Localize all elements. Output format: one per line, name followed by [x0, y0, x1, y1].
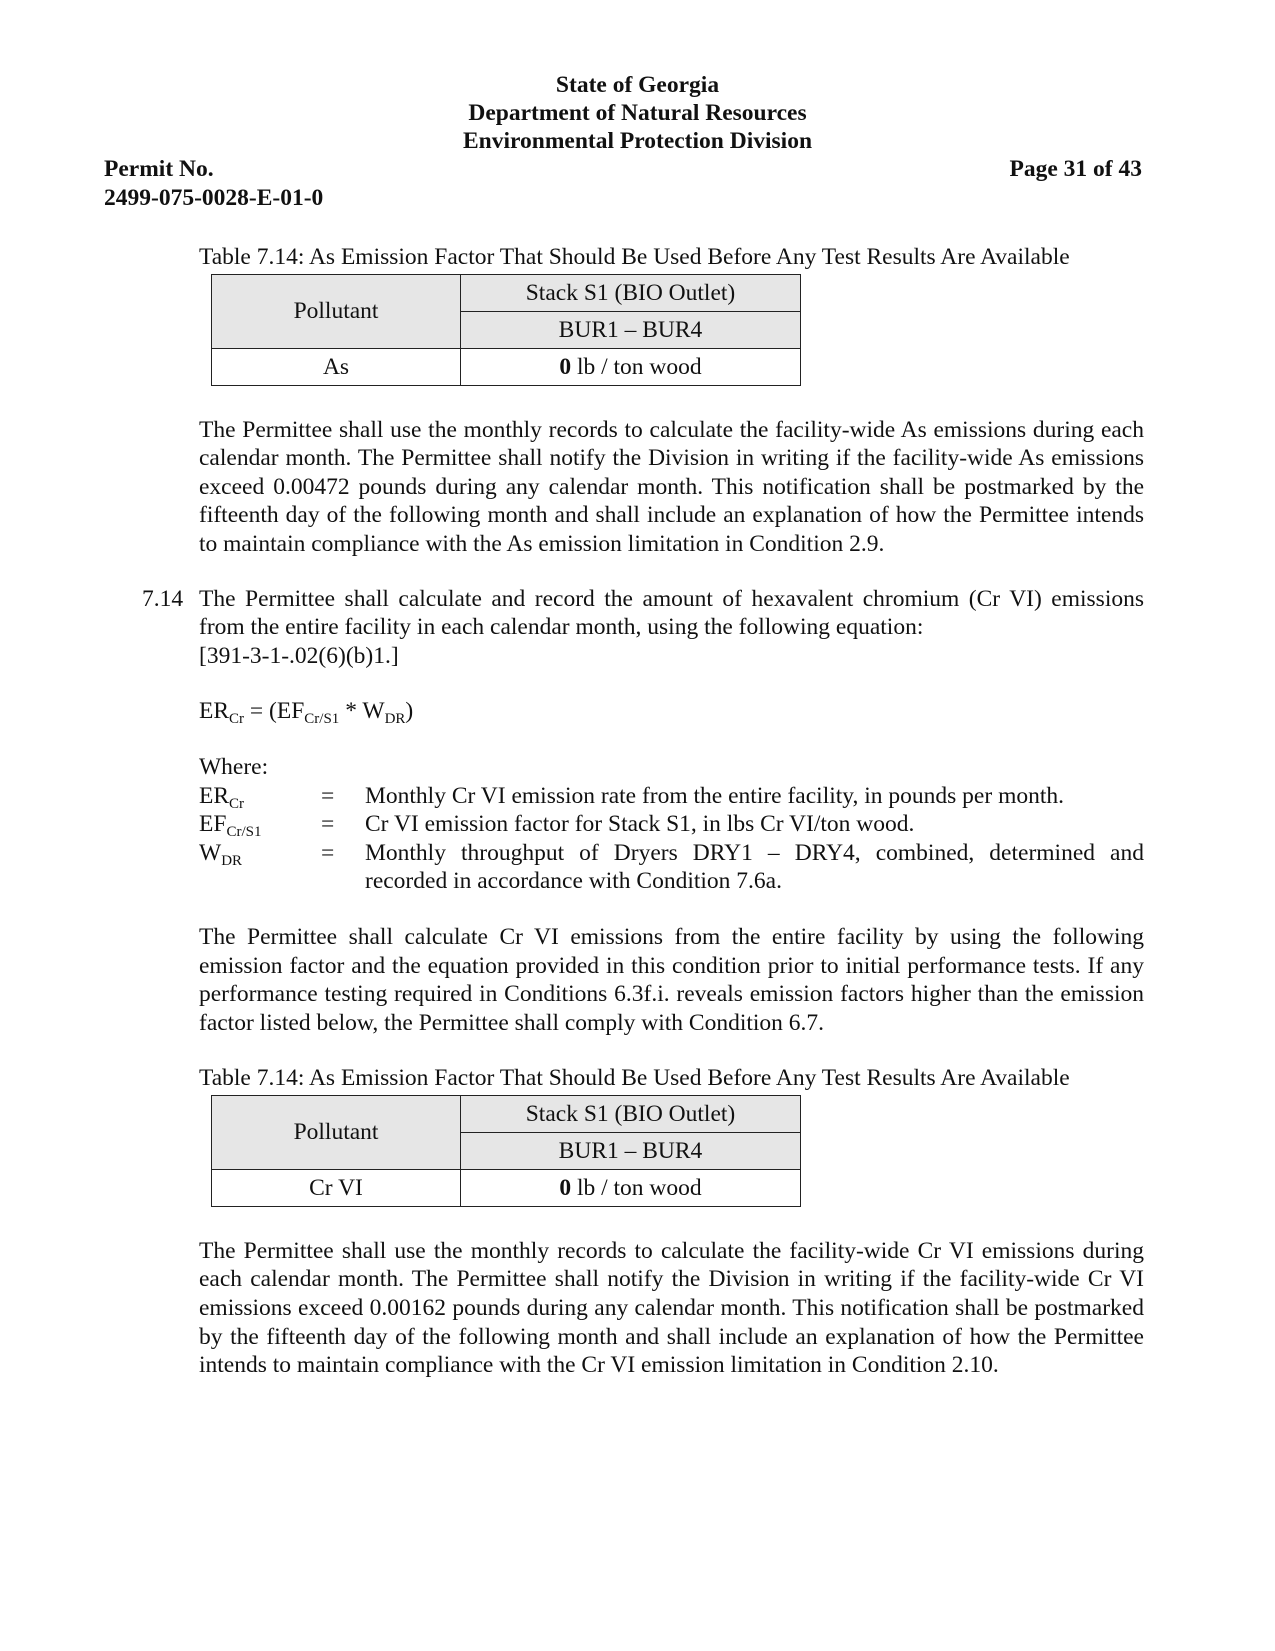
condition-7-14: [142, 585, 1144, 671]
definition-equals: =: [321, 839, 335, 866]
eq-er: ER: [199, 698, 230, 725]
where-label: Where:: [199, 753, 269, 780]
paragraph-crvi-notification: The Permittee shall use the monthly records to calculate the facility-wide Cr VI emissions during each calendar month. The Permittee shall notify the Division in writing if the facility-wide Cr VI emissions exceed 0.00162 pounds during any calendar month. This notification shall be postmarked by the fifteenth day of the following month and shall include an explanation of how the Permittee intends to maintain compliance with the Cr VI emission limitation in Condition 2.10.: [199, 1237, 1144, 1379]
eq-ef-sub: Cr/S1: [304, 711, 340, 728]
table2-col1-header: Pollutant: [212, 1095, 461, 1169]
definition-w: [199, 839, 1144, 896]
permit-block: [104, 155, 323, 213]
definition-term: [199, 782, 321, 811]
table1-value: 0: [559, 353, 572, 380]
eq-close: ): [405, 698, 414, 725]
definition-text: Cr VI emission factor for Stack S1, in lbs Cr VI/ton wood.: [365, 811, 915, 838]
page-header: [0, 71, 1275, 155]
table2-value-cell: [461, 1169, 801, 1206]
table1-col1-header: Pollutant: [212, 274, 461, 348]
equation: [199, 697, 1144, 726]
condition-number: 7.14: [142, 585, 184, 612]
term-sub: Cr: [229, 795, 245, 812]
eq-w-sub: DR: [384, 711, 406, 728]
definition-er: [199, 782, 1144, 811]
permit-label: Permit No.: [104, 156, 214, 182]
table2-col2-subheader: BUR1 – BUR4: [461, 1132, 801, 1169]
document-body: [142, 243, 1144, 1380]
page-number: Page 31 of 43: [1009, 156, 1142, 182]
definition-term: [199, 839, 321, 896]
table2-unit: lb / ton wood: [571, 1174, 702, 1201]
header-department: Department of Natural Resources: [468, 100, 807, 126]
table2-caption: Table 7.14: As Emission Factor That Should Be Used Before Any Test Results Are Available: [199, 1065, 1070, 1092]
table2-pollutant: Cr VI: [212, 1169, 461, 1206]
table2-value: 0: [559, 1174, 572, 1201]
header-division: Environmental Protection Division: [462, 128, 813, 154]
table1: [211, 274, 801, 386]
permit-number: 2499-075-0028-E-01-0: [104, 185, 324, 211]
definition-equals: =: [321, 811, 335, 838]
definitions-list: [199, 782, 1144, 896]
term-sub: DR: [221, 852, 243, 869]
eq-er-sub: Cr: [229, 711, 245, 728]
table1-value-cell: [461, 348, 801, 385]
table1-caption: Table 7.14: As Emission Factor That Should Be Used Before Any Test Results Are Available: [199, 244, 1070, 270]
term-main: W: [199, 839, 222, 866]
paragraph-crvi-calculation: The Permittee shall calculate Cr VI emissions from the entire facility by using the following emission factor and the equation provided in this condition prior to initial performance tests. If any performance testing required in Conditions 6.3f.i. reveals emission factors higher than the emission factor listed below, the Permittee shall comply with Condition 6.7.: [199, 923, 1144, 1036]
definition-equals: =: [321, 782, 335, 809]
paragraph-as-notification: The Permittee shall use the monthly records to calculate the facility-wide As emissions during each calendar month. The Permittee shall notify the Division in writing if the facility-wide As emissions exceed 0.00472 pounds during any calendar month. This notification shall be postmarked by the fifteenth day of the following month and shall include an explanation of how the Permittee intends to maintain compliance with the As emission limitation in Condition 2.9.: [199, 416, 1144, 557]
table2-col2-header: Stack S1 (BIO Outlet): [461, 1095, 801, 1132]
condition-text: The Permittee shall calculate and record the amount of hexavalent chromium (Cr VI) emissions from the entire facility in each calendar month, using the following equation:: [199, 585, 1144, 641]
condition-rule: [391-3-1-.02(6)(b)1.]: [199, 642, 399, 669]
table1-unit: lb / ton wood: [571, 353, 702, 380]
definition-ef: [199, 810, 1144, 839]
term-main: ER: [199, 782, 230, 809]
term-main: EF: [199, 811, 227, 838]
eq-times: * W: [339, 698, 385, 725]
table1-col2-header: Stack S1 (BIO Outlet): [461, 274, 801, 311]
definition-term: [199, 810, 321, 839]
table1-pollutant: As: [212, 348, 461, 385]
table1-col2-subheader: BUR1 – BUR4: [461, 311, 801, 348]
definition-text: Monthly Cr VI emission rate from the entire facility, in pounds per month.: [365, 782, 1064, 809]
eq-mid: = (EF: [244, 698, 305, 725]
term-sub: Cr/S1: [226, 824, 262, 841]
table2: [211, 1095, 801, 1207]
header-state: State of Georgia: [555, 72, 720, 98]
definition-text: Monthly throughput of Dryers DRY1 – DRY4, combined, determined and recorded in accordance with Condition 7.6a.: [365, 839, 1144, 895]
